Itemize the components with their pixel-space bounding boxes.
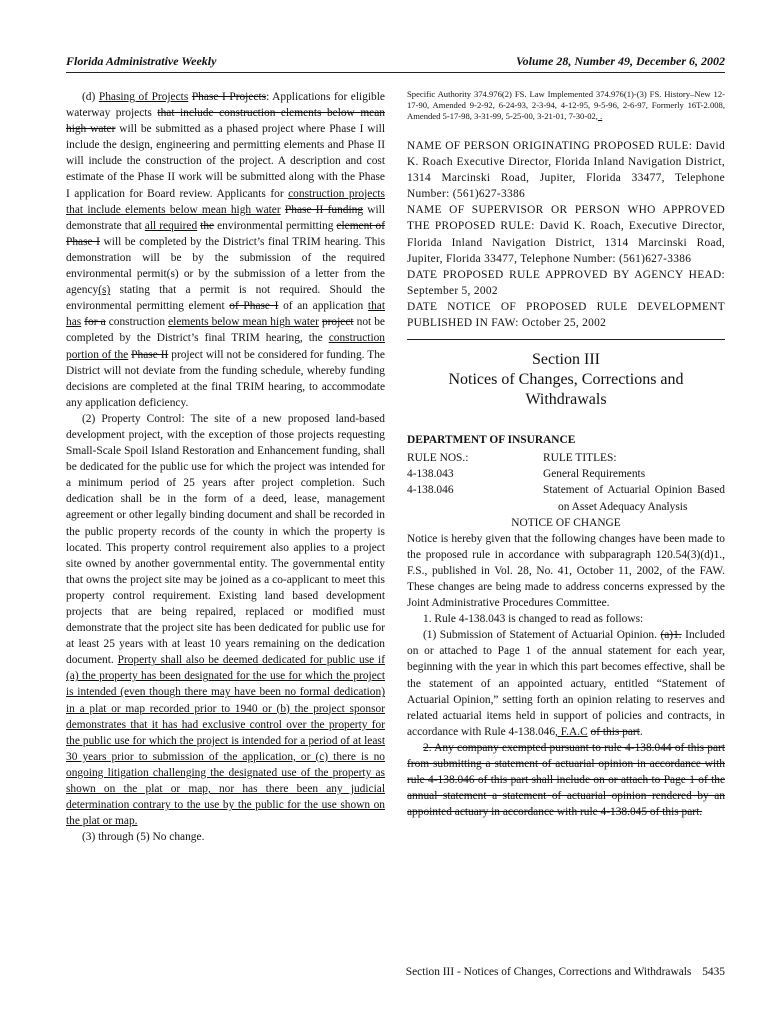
section-divider — [407, 339, 725, 340]
inserted-text: (s) — [98, 284, 111, 297]
page-footer — [66, 966, 725, 978]
inserted-text: all required — [144, 219, 198, 232]
section-heading — [407, 350, 725, 410]
page-number: 5435 — [702, 966, 725, 978]
text-run: (d) — [82, 91, 99, 103]
notice-heading: NOTICE OF CHANGE — [511, 516, 621, 529]
deleted-text: that include construction elements below mean high water — [66, 107, 385, 136]
deleted-text: the — [200, 219, 215, 232]
rule-title: General Requirements — [543, 468, 646, 481]
text-run: : Applications for eligible waterway projects — [66, 91, 385, 120]
journal-title: Florida Administrative Weekly — [66, 54, 217, 68]
rules-table — [407, 450, 725, 514]
section-subtitle: Notices of Changes, Corrections and Withdrawals — [448, 371, 684, 409]
inserted-text: , F.A.C — [555, 725, 588, 738]
paragraph-no-change: (3) through (5) No change. — [82, 831, 205, 844]
deleted-text: element of Phase I — [66, 219, 385, 248]
text-run: will be submitted as a phased project where Phase I will include the design, engineering and permitting elements and Phase II will include the construction of the project. A description and cost estimate of the Phase II work will be submitted along with the Phase I application for Board review. Applicants for — [66, 123, 386, 200]
text-run: stating that a permit is not required. Should the environmental permitting element — [66, 284, 385, 313]
subsection-1 — [407, 627, 725, 740]
inserted-text: elements below mean high water — [168, 316, 319, 329]
text-run: environmental permitting — [214, 219, 337, 232]
deleted-text: 2. Any company exempted pursuant to rule 4-138.044 of this part from submitting a statement of actuarial opinion in accordance with rule 4-138.046 of this part shall include on or attach to Page 1 of the annual statement a statement of actuarial opinion rendered by an appointed actuary in accordance with rule 4-138.045 of this part. — [407, 741, 725, 819]
paragraph-phasing — [66, 89, 385, 411]
left-column — [66, 89, 385, 845]
originator-block: NAME OF PERSON ORIGINATING PROPOSED RULE: David K. Roach Executive Director, Florida Inland Navigation District, 1314 Marcinski Road, Jupiter, Florida 33477, Telephone Number: (561)627-3386 — [407, 140, 725, 201]
rule-change-intro: 1. Rule 4-138.043 is changed to read as follows: — [423, 613, 644, 626]
inserted-text: Property shall also be deemed dedicated for public use if (a) the property has been designated for the use for which the project is intended (even though there may have been no formal dedication) in a plat or map recorded prior to 1940 or (b) the project sponsor demonstrates that it has had exclusive control over the property for the public use for which the project is intended for a period of at least 30 years prior to submission of the application, or (c) there is no ongoing litigation challenging the designated use of the property as shown on the plat or map, nor has there been any judicial determination contrary to the use by the public for the use shown on the plat or map. — [66, 654, 385, 828]
text-run: will demonstrate that — [66, 203, 386, 232]
paragraph-property-control — [66, 411, 385, 829]
inserted-text: construction projects that include elements below mean high water — [66, 187, 385, 216]
text-run: will be completed by the District’s final TRIM hearing. This demonstration will be by the submission of the required environmental permit(s) or by the submission of a letter from the agency — [66, 235, 386, 297]
notice-text: Notice is hereby given that the following changes have been made to the proposed rule in accordance with subparagraph 120.54(3)(d)1., F.S., published in Vol. 28, No. 41, October 11, 2002, of the FAW. These changes are being made to address concerns expressed by the Joint Administrative Procedures Committee. — [407, 532, 725, 610]
deleted-text: project — [321, 316, 354, 329]
rule-nos-label: RULE NOS.: — [407, 452, 469, 465]
supervisor-block: NAME OF SUPERVISOR OR PERSON WHO APPROVED THE PROPOSED RULE: David K. Roach, Executive Director, Florida Inland Navigation District, 1314 Marcinski Road, Jupiter, Florida 33477, Telephone Number: (561)627-3386 — [407, 204, 725, 265]
rule-no: 4-138.046 — [407, 484, 454, 497]
inserted-text: Phasing of Projects — [98, 91, 189, 103]
department-heading: DEPARTMENT OF INSURANCE — [407, 434, 576, 447]
deleted-text: for a — [84, 316, 106, 329]
rule-no: 4-138.043 — [407, 468, 454, 481]
volume-info: Volume 28, Number 49, December 6, 2002 — [516, 54, 725, 68]
text-run: construction — [105, 316, 169, 329]
subsection-2 — [407, 740, 725, 820]
running-header — [66, 52, 725, 73]
authority-note: Specific Authority 374.976(2) FS. Law Implemented 374.976(1)-(3) FS. History–New 12-17-90, Amended 9-2-92, 6-24-93, 2-3-94, 4-12-95, 9-5-96, 2-6-97, Formerly 16T-2.008, Amended 5-17-98, 3-31-99, 5-25-00, 3-21-01, 7-30-02, . — [407, 89, 725, 121]
text-run: project will not be considered for funding. The District will not deviate from the funding schedule, whereby funding decisions are completed at the final TRIM hearing, to accommodate any application deficiency. — [66, 348, 385, 409]
section-number: Section III — [532, 351, 600, 369]
text-run: of an application — [278, 300, 368, 313]
rule-titles-label: RULE TITLES: — [543, 452, 617, 465]
deleted-text: of Phase I — [229, 300, 279, 313]
text-run: not be completed by the District’s final TRIM hearing, the — [66, 316, 385, 345]
approved-date-block: DATE PROPOSED RULE APPROVED BY AGENCY HEAD: September 5, 2002 — [407, 268, 725, 297]
footer-text: Section III - Notices of Changes, Corrections and Withdrawals — [405, 966, 692, 978]
rule-title: Statement of Actuarial Opinion Based on Asset Adequacy Analysis — [543, 484, 725, 513]
text-run: . — [639, 725, 643, 738]
published-date-block: DATE NOTICE OF PROPOSED RULE DEVELOPMENT PUBLISHED IN FAW: October 25, 2002 — [407, 300, 725, 330]
inserted-text: that has — [66, 300, 385, 329]
deleted-text: Phase II — [131, 348, 169, 361]
text-run: (2) Property Control: The site of a new proposed land-based development project, with the exception of those projects requesting Small-Scale Spoil Island Restoration and Enhancement funding, shall be dedicated for the public use for which the project was intended for a minimum period of 25 years after project completion. Such dedication shall be in the form of a deed, lease, management agreement or other legally binding document and shall be recorded in the public property records of the county in which the property is located. This property control requirement also applies to a project site owned by another governmental entity. The governmental entity that owns the project site may be joined as a co-applicant to meet this property control requirement. Existing land based development projects that are being repaired, replaced or modified must demonstrate that the project site has been dedicated for public use for at least 25 years with at least 10 years remaining on the dedication document. — [66, 412, 385, 667]
deleted-text: Phase I Projects — [191, 91, 267, 103]
text-run: (1) Submission of Statement of Actuarial Opinion. — [423, 629, 661, 642]
deleted-text: Phase II funding — [284, 203, 364, 216]
rule-contacts — [407, 138, 725, 331]
deleted-text: (a)1. — [660, 629, 682, 642]
text-run: Included on or attached to Page 1 of the annual statement for each year, beginning with the year in which this part becomes effective, shall be the statement of an appointed actuary, entitled “Statement of Actuarial Opinion,” setting forth an opinion relating to reserves and related actuarial items held in support of policies and contracts, in accordance with Rule 4-138.046 — [407, 629, 725, 738]
inserted-text: construction portion of the — [66, 332, 385, 361]
deleted-text: of this part — [590, 725, 640, 738]
right-column — [407, 89, 725, 820]
